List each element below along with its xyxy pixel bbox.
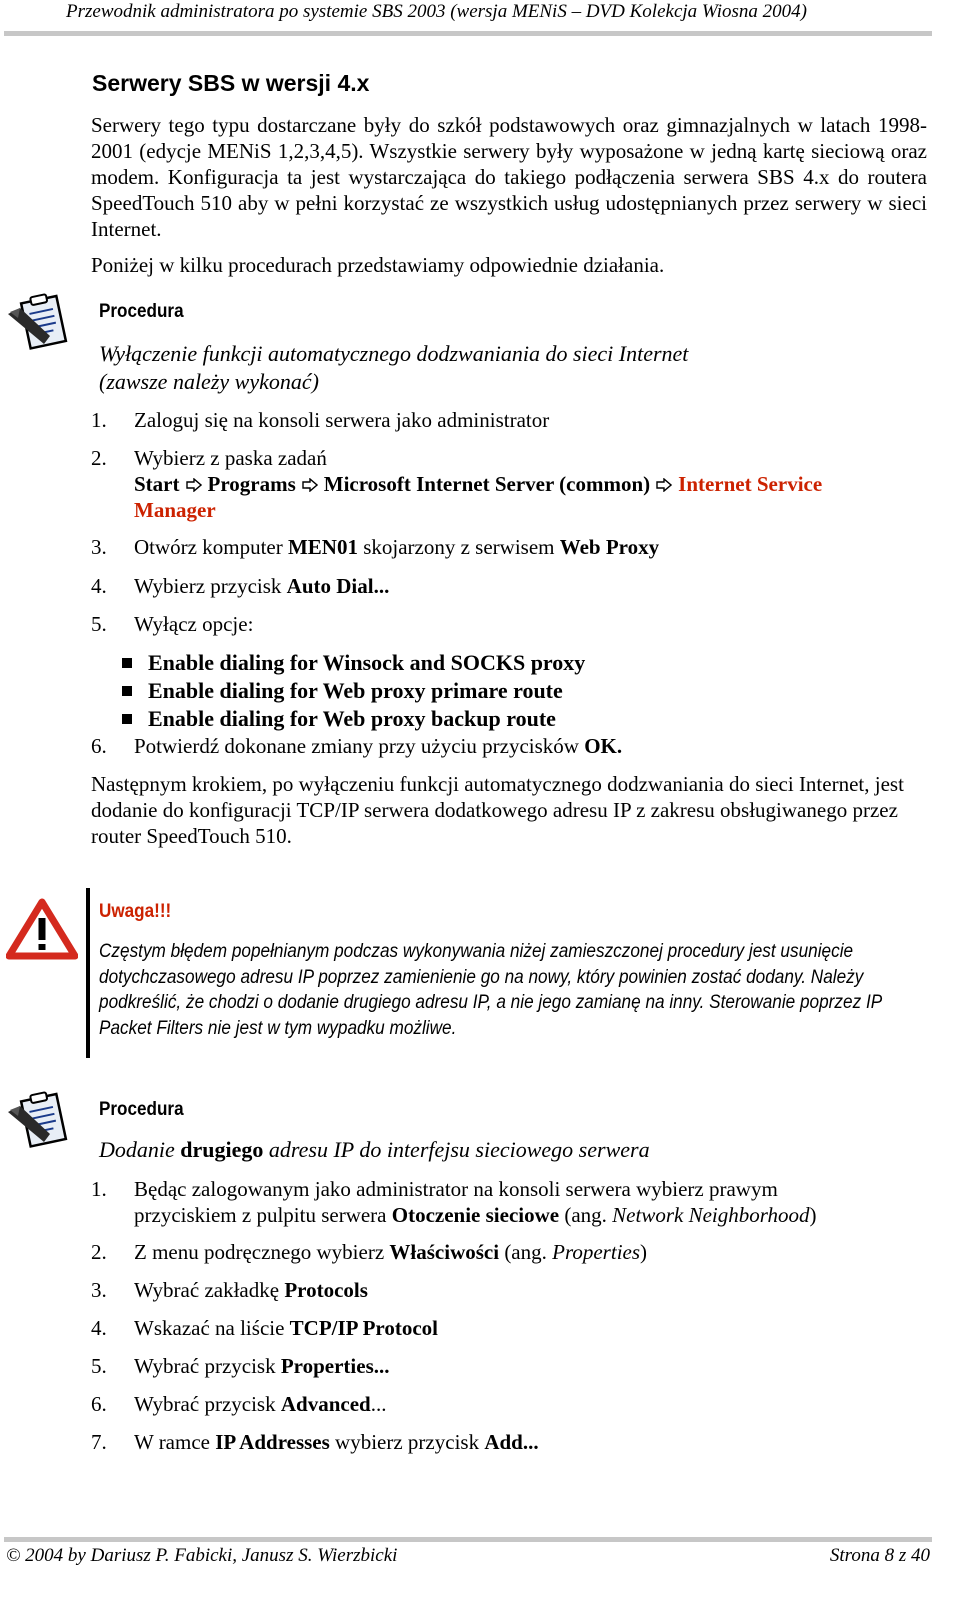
step-text-part: skojarzony z serwisem xyxy=(357,535,560,559)
step-text-part: (ang. xyxy=(499,1240,553,1264)
step-text-part: Z menu podręcznego wybierz xyxy=(134,1240,390,1264)
step-number: 5. xyxy=(91,612,107,636)
step-text-part: Wybrać zakładkę xyxy=(134,1278,285,1302)
step-text: Wyłącz opcje: xyxy=(134,612,254,636)
menu-path xyxy=(134,471,924,497)
option-bullet xyxy=(122,677,563,705)
step-text-part: Wskazać na liście xyxy=(134,1316,290,1340)
step-number: 7. xyxy=(91,1430,107,1454)
step-text-italic: Network Neighborhood xyxy=(612,1203,810,1227)
notepad-pencil-icon xyxy=(6,1090,74,1156)
arrow-right-icon xyxy=(656,478,672,492)
procedure-title-line: Wyłączenie funkcji automatycznego dodzwaniania do sieci Internet xyxy=(99,341,689,366)
procedure-title-line: (zawsze należy wykonać) xyxy=(99,369,319,394)
footer-rule xyxy=(4,1537,932,1542)
section-title: Serwery SBS w wersji 4.x xyxy=(92,70,370,96)
procedure-label: Procedura xyxy=(99,1099,184,1120)
step-text-part: przyciskiem z pulpitu serwera xyxy=(134,1203,392,1227)
square-bullet-icon xyxy=(122,686,132,696)
step-number: 2. xyxy=(91,1240,107,1264)
step-text-part: (ang. xyxy=(559,1203,613,1227)
intro-paragraph-2: Poniżej w kilku procedurach przedstawiamy odpowiednie działania. xyxy=(91,253,665,277)
warning-bar xyxy=(86,888,90,1058)
procedure-title-part: adresu IP do interfejsu sieciowego serwera xyxy=(263,1137,650,1162)
option-label: Enable dialing for Web proxy backup route xyxy=(148,706,556,731)
option-bullet xyxy=(122,649,585,677)
step-text-part: Potwierdź dokonane zmiany przy użyciu przycisków xyxy=(134,734,585,758)
running-header: Przewodnik administratora po systemie SBS 2003 (wersja MENiS – DVD Kolekcja Wiosna 2004) xyxy=(66,1,807,22)
step-text-bold: Właściwości xyxy=(389,1240,500,1264)
step-text-part: wybierz przycisk xyxy=(329,1430,485,1454)
footer-page-number: Strona 8 z 40 xyxy=(829,1545,930,1566)
step-number: 1. xyxy=(91,1177,107,1201)
step-text-bold: Add... xyxy=(484,1430,539,1454)
step-text: Zaloguj się na konsoli serwera jako administrator xyxy=(134,408,550,432)
header-rule xyxy=(4,31,932,36)
step-text-bold: Web Proxy xyxy=(559,535,660,559)
step-text-bold: Auto Dial... xyxy=(286,574,390,598)
step-text xyxy=(134,1239,924,1265)
step-text xyxy=(134,733,924,759)
step-text xyxy=(134,1315,924,1341)
step-text xyxy=(134,445,924,523)
warning-triangle-icon xyxy=(6,898,78,960)
menu-path-item: Programs xyxy=(207,472,296,496)
square-bullet-icon xyxy=(122,658,132,668)
step-text-bold: Properties... xyxy=(280,1354,390,1378)
step-text-line: Wybierz z paska zadań xyxy=(134,446,327,470)
step-number: 5. xyxy=(91,1354,107,1378)
step-text-line: Będąc zalogowanym jako administrator na konsoli serwera wybierz prawym xyxy=(134,1177,778,1201)
notepad-pencil-icon xyxy=(6,292,74,358)
step-text-bold: TCP/IP Protocol xyxy=(289,1316,439,1340)
procedure-title-part: Dodanie xyxy=(99,1137,181,1162)
step-text-bold: Otoczenie sieciowe xyxy=(391,1203,560,1227)
step-text xyxy=(134,573,924,599)
menu-path-item: Start xyxy=(134,472,180,496)
step-text-part: Wybrać przycisk xyxy=(134,1354,281,1378)
step-text-part: ) xyxy=(809,1203,817,1227)
intro-paragraph: Serwery tego typu dostarczane były do szkół podstawowych oraz gimnazjalnych w latach 1998-2001 (edycje MENiS 1,2,3,4,5). Wszystkie serwery były wyposażone w jedną kartę sieciową oraz modem. Konfiguracja ta jest wystarczająca do takiego podłączenia serwera SBS 4.x do routera SpeedTouch 510 aby w pełni korzystać ze wszystkich usług udostępnianych przez serwery w sieci Internet. xyxy=(91,113,927,241)
warning-text: Częstym błędem popełnianym podczas wykonywania niżej zamieszczonej procedury jest usunięcie dotychczasowego adresu IP poprzez zamienienie go na nowy, który powinien zostać dodany. Należy podkreślić, że chodzi o dodanie drugiego adresu IP, a nie jego zamianę na inny. Sterowanie poprzez IP Packet Filters nie jest w tym wypadku możliwe. xyxy=(99,941,882,1039)
step-text-bold: IP Addresses xyxy=(215,1430,330,1454)
step-number: 1. xyxy=(91,408,107,432)
procedure-label: Procedura xyxy=(99,301,184,322)
step-text xyxy=(134,1353,924,1379)
step-text xyxy=(134,1176,924,1228)
step-text xyxy=(134,1429,924,1455)
step-text-part: ... xyxy=(370,1392,387,1416)
menu-path-item: Microsoft Internet Server (common) xyxy=(323,472,651,496)
step-text xyxy=(134,1277,924,1303)
step-text-bold: OK. xyxy=(584,734,623,758)
warning-exclaim: !!! xyxy=(154,901,172,922)
step-number: 6. xyxy=(91,1392,107,1416)
footer-copyright: © 2004 by Dariusz P. Fabicki, Janusz S. Wierzbicki xyxy=(6,1545,398,1566)
procedure-title xyxy=(99,1136,650,1164)
followup-paragraph: Następnym krokiem, po wyłączeniu funkcji automatycznego dodzwaniania do sieci Internet, jest dodanie do konfiguracji TCP/IP serwera dodatkowego adresu IP z zakresu obsługiwanego przez router SpeedTouch 510. xyxy=(91,772,904,848)
step-text xyxy=(134,1391,924,1417)
procedure-title-bold: drugiego xyxy=(180,1137,264,1162)
step-number: 2. xyxy=(91,446,107,470)
step-text-bold: MEN01 xyxy=(287,535,358,559)
step-text-part: Wybrać przycisk xyxy=(134,1392,281,1416)
square-bullet-icon xyxy=(122,714,132,724)
warning-label-text: Uwaga xyxy=(99,901,155,922)
step-text-bold: Advanced xyxy=(280,1392,371,1416)
step-number: 4. xyxy=(91,1316,107,1340)
option-bullet xyxy=(122,705,556,733)
arrow-right-icon xyxy=(186,478,202,492)
procedure-title xyxy=(99,340,688,396)
step-text-italic: Properties xyxy=(552,1240,641,1264)
step-text-part: ) xyxy=(640,1240,648,1264)
step-text-part: W ramce xyxy=(134,1430,216,1454)
menu-path-item: Manager xyxy=(134,498,216,522)
option-label: Enable dialing for Web proxy primare route xyxy=(148,678,563,703)
step-text-part: Wybierz przycisk xyxy=(134,574,287,598)
warning-label xyxy=(99,901,171,923)
step-number: 3. xyxy=(91,535,107,559)
arrow-right-icon xyxy=(302,478,318,492)
step-number: 4. xyxy=(91,574,107,598)
menu-path-item: Internet Service xyxy=(678,472,823,496)
step-number: 3. xyxy=(91,1278,107,1302)
step-text xyxy=(134,534,924,560)
option-label: Enable dialing for Winsock and SOCKS proxy xyxy=(148,650,586,675)
step-text-line xyxy=(134,1202,924,1228)
step-text-part: Otwórz komputer xyxy=(134,535,288,559)
step-number: 6. xyxy=(91,734,107,758)
step-text-bold: Protocols xyxy=(284,1278,368,1302)
